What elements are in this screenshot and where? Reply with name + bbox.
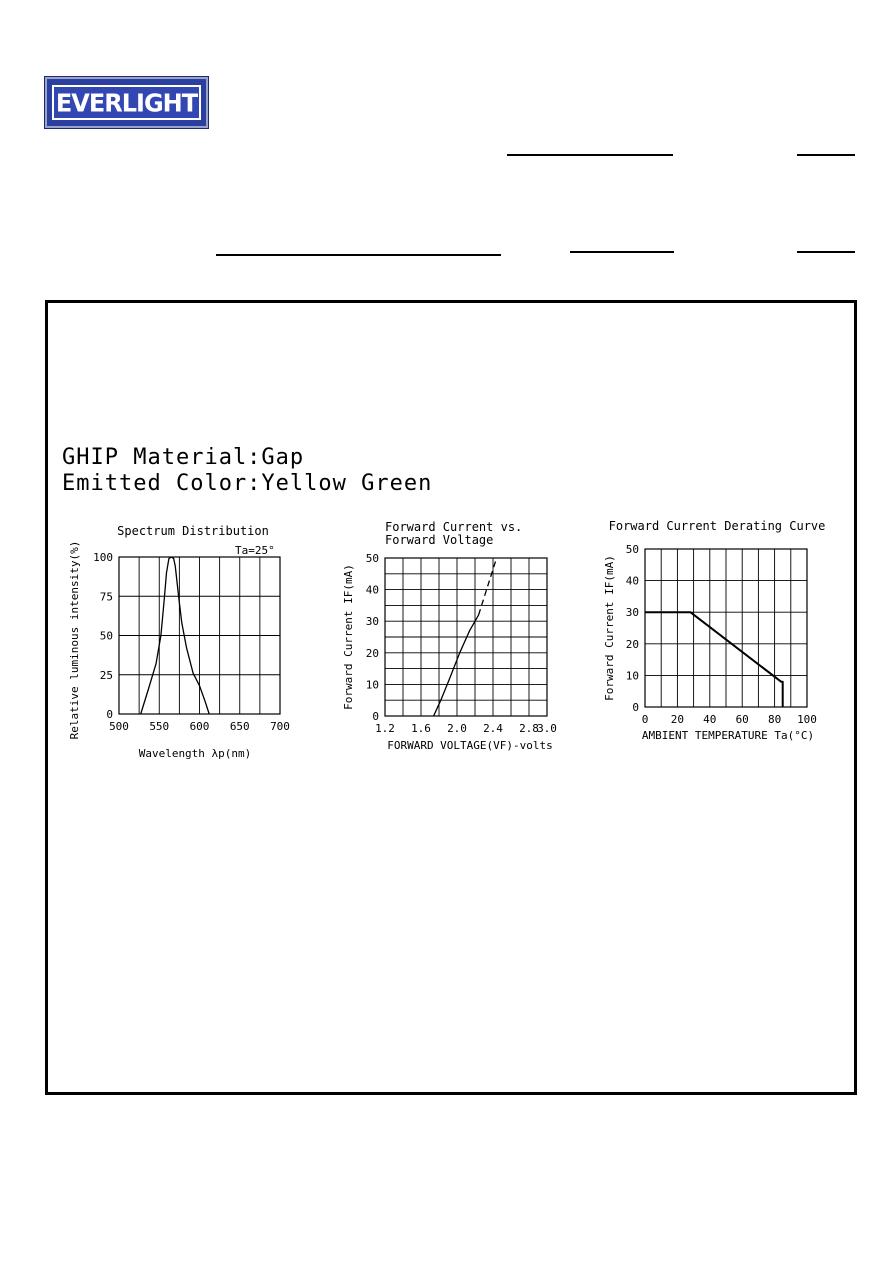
chart-title: Forward Current Derating Curve	[608, 519, 826, 533]
x-tick-label: 60	[735, 713, 749, 726]
series-line-2	[479, 558, 497, 615]
x-tick-label: 650	[229, 720, 250, 733]
chip-material-text: GHIP Material:Gap	[62, 445, 305, 470]
y-tick-label: 40	[365, 583, 379, 597]
x-tick-label: 1.6	[411, 722, 431, 735]
x-tick-label: 550	[149, 720, 170, 733]
x-axis-label: Wavelength λp(nm)	[138, 747, 252, 760]
chart-title-line: Forward Current vs.	[385, 520, 523, 534]
y-tick-label: 30	[625, 606, 639, 620]
series-line-1	[645, 612, 783, 707]
chart-2	[342, 520, 557, 752]
y-axis-label: Forward Current IF(mA)	[603, 555, 616, 701]
x-tick-label: 2.0	[447, 722, 467, 735]
y-tick-label: 0	[372, 710, 379, 723]
x-tick-label: 1.2	[375, 722, 395, 735]
y-tick-label: 10	[365, 678, 379, 692]
x-tick-label: 3.0	[537, 722, 557, 735]
y-tick-label: 0	[632, 701, 639, 714]
y-tick-label: 25	[99, 668, 113, 682]
x-tick-label: 700	[270, 720, 290, 733]
y-tick-label: 0	[106, 708, 113, 721]
y-tick-label: 20	[625, 637, 639, 651]
y-tick-label: 30	[365, 615, 379, 629]
x-tick-label: 500	[109, 720, 129, 733]
emitted-color-text: Emitted Color:Yellow Green	[62, 471, 433, 496]
y-tick-label: 20	[365, 646, 379, 660]
x-tick-label: 40	[703, 713, 717, 726]
y-tick-label: 50	[365, 552, 379, 565]
chart-title: Spectrum Distribution	[117, 524, 269, 538]
x-tick-label: 20	[670, 713, 685, 726]
y-tick-label: 10	[625, 669, 639, 683]
y-tick-label: 40	[625, 574, 639, 588]
chart-3	[603, 519, 825, 742]
x-tick-label: 0	[641, 713, 649, 726]
x-tick-label: 2.8	[519, 722, 539, 735]
logo-text: EVERLIGHT	[55, 87, 198, 118]
x-axis-label: AMBIENT TEMPERATURE Ta(°C)	[641, 729, 815, 742]
y-tick-label: 50	[625, 543, 639, 556]
x-tick-label: 100	[797, 713, 817, 726]
y-tick-label: 100	[93, 551, 113, 564]
chart-1	[68, 524, 290, 760]
x-tick-label: 80	[767, 713, 782, 726]
chart-annotation: Ta=25°	[235, 544, 275, 557]
x-axis-label: FORWARD VOLTAGE(VF)-volts	[387, 739, 553, 752]
y-axis-label: Forward Current IF(mA)	[342, 564, 355, 710]
x-tick-label: 2.4	[483, 722, 503, 735]
y-axis-label: Relative luminous intensity(%)	[68, 540, 81, 740]
series-line-1	[434, 615, 479, 716]
x-tick-label: 600	[189, 720, 210, 733]
chart-title-line: Forward Voltage	[385, 533, 494, 547]
y-tick-label: 50	[99, 629, 113, 643]
y-tick-label: 75	[99, 590, 113, 604]
